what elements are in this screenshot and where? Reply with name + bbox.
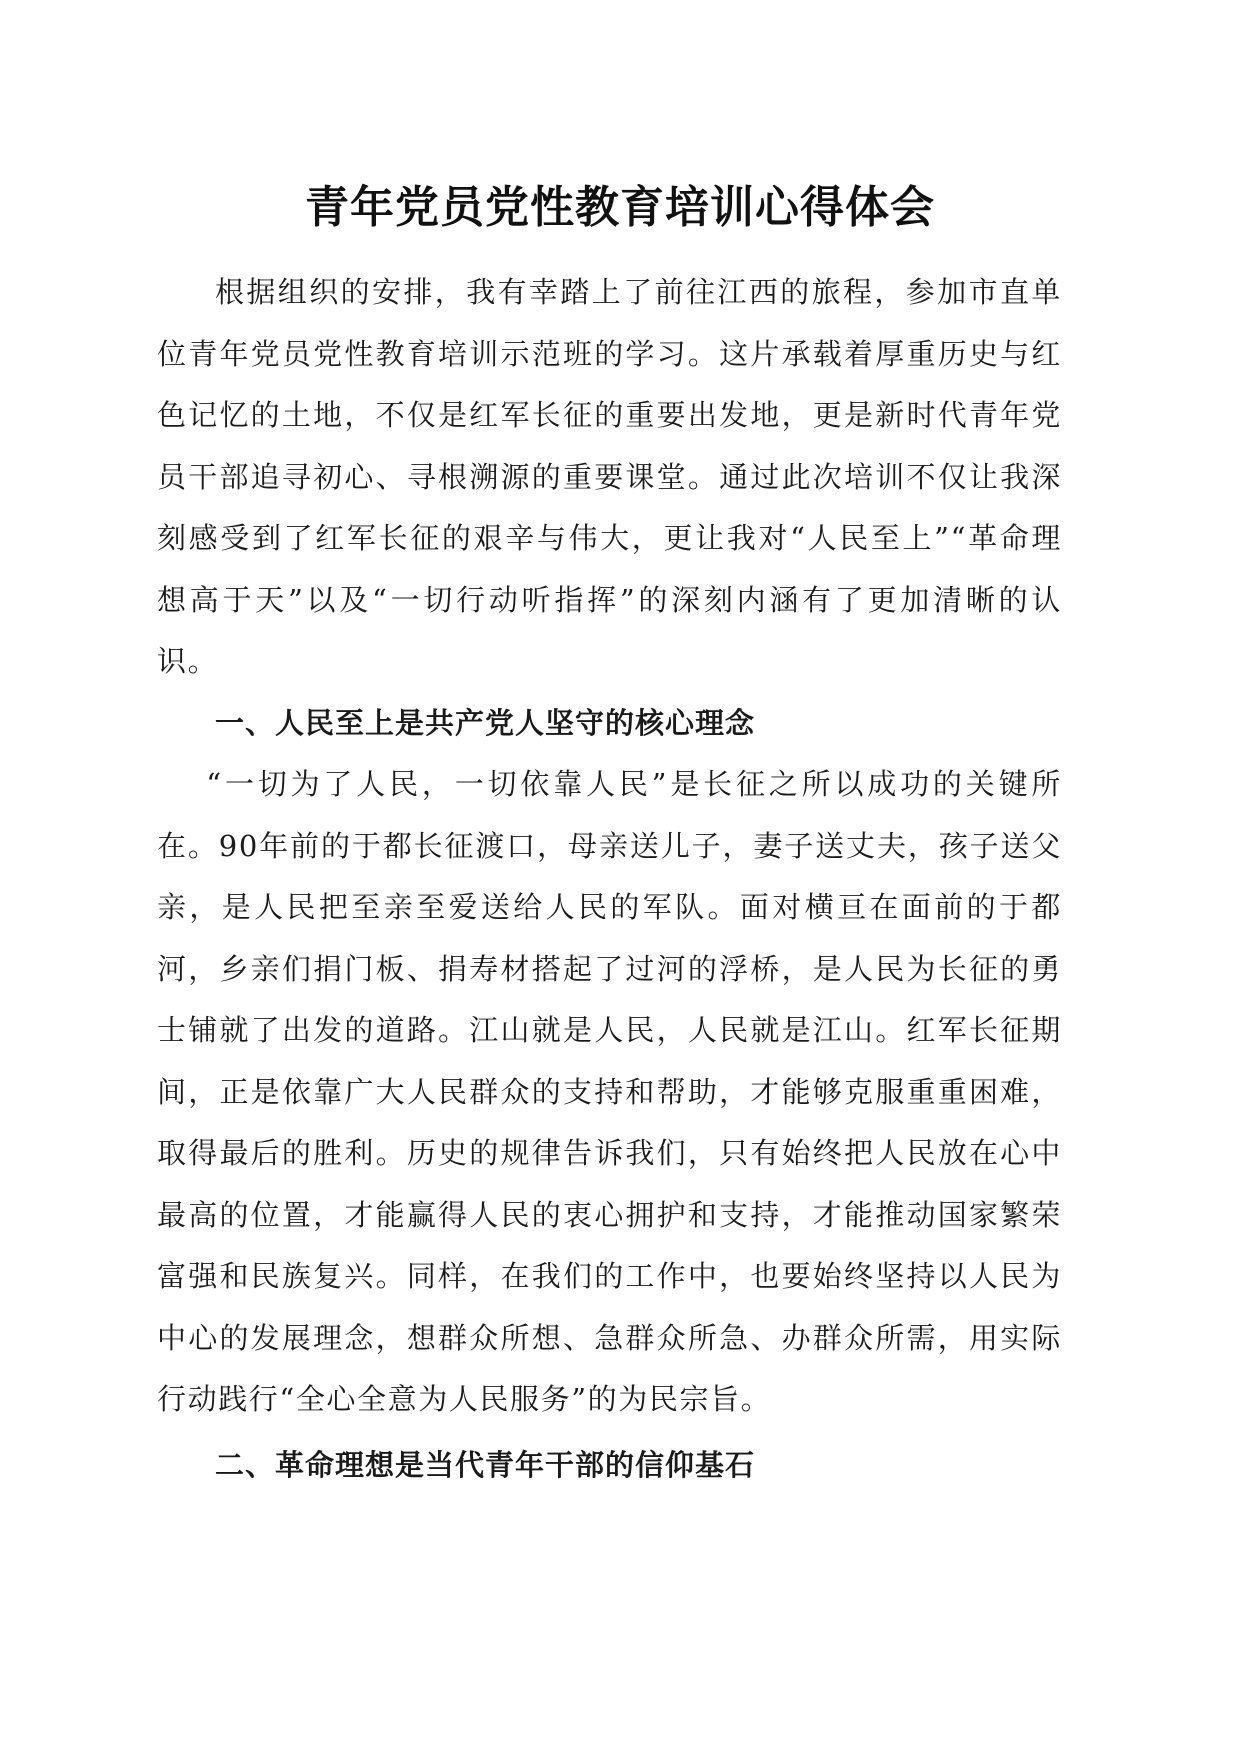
- document-body: [157, 262, 1062, 1496]
- section-heading-1: 一、人民至上是共产党人坚守的核心理念: [215, 705, 756, 740]
- section-1-paragraph: “一切为了人民，一切依靠人民”是长征之所以成功的关键所在。90年前的于都长征渡口，母亲送儿子，妻子送丈夫，孩子送父亲，是人民把至亲至爱送给人民的军队。面对横亘在面前的于都河，乡亲们捐门板、捐寿材搭起了过河的浮桥，是人民为长征的勇士铺就了出发的道路。江山就是人民，人民就是江山。红军长征期间，正是依靠广大人民群众的支持和帮助，才能够克服重重困难，取得最后的胜利。历史的规律告诉我们，只有始终把人民放在心中最高的位置，才能赢得人民的衷心拥护和支持，才能推动国家繁荣富强和民族复兴。同样，在我们的工作中，也要始终坚持以人民为中心的发展理念，想群众所想、急群众所急、办群众所需，用实际行动践行“全心全意为人民服务”的为民宗旨。: [157, 767, 1062, 1416]
- intro-paragraph: 根据组织的安排，我有幸踏上了前往江西的旅程，参加市直单位青年党员党性教育培训示范班的学习。这片承载着厚重历史与红色记忆的土地，不仅是红军长征的重要出发地，更是新时代青年党员干部追寻初心、寻根溯源的重要课堂。通过此次培训不仅让我深刻感受到了红军长征的艰辛与伟大，更让我对“人民至上”“革命理想高于天”以及“一切行动听指挥”的深刻内涵有了更加清晰的认识。: [157, 275, 1062, 678]
- section-heading-2: 二、革命理想是当代青年干部的信仰基石: [215, 1447, 756, 1482]
- document-title: 青年党员党性教育培训心得体会: [305, 182, 935, 233]
